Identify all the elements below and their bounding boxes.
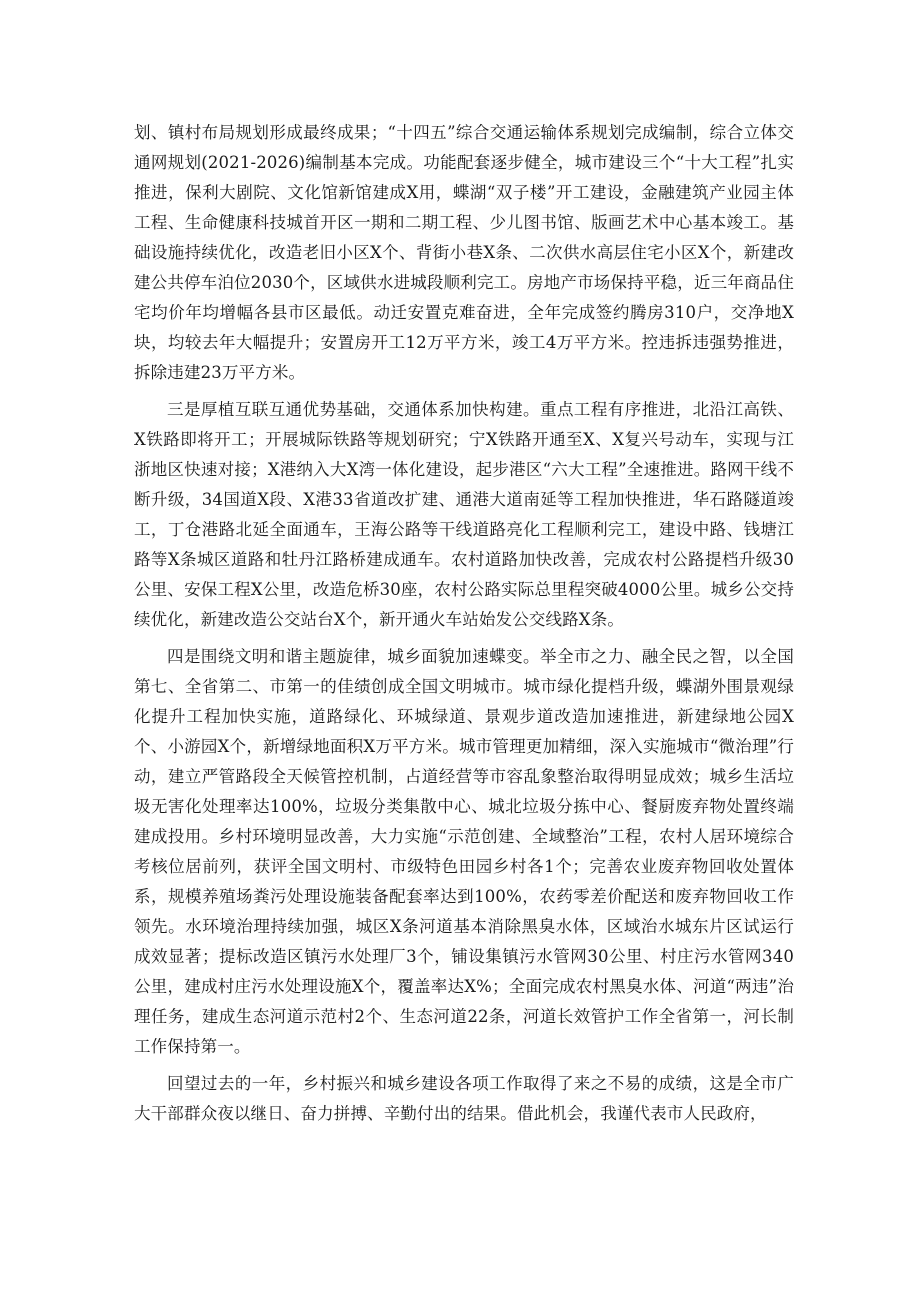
paragraph-urban-rural-appearance: 四是围绕文明和谐主题旋律，城乡面貌加速蝶变。举全市之力、融全民之智，以全国第七、全省第二、市第一的佳绩创成全国文明城市。城市绿化提档升级，蝶湖外围景观绿化提升工程加快实施，道路绿化、环城绿道、景观步道改造加速推进，新建绿地公园X个、小游园X个，新增绿地面积X万平方米。城市管理更加精细，深入实施城市“微治理”行动，建立严管路段全天候管控机制，占道经营等市容乱象整治取得明显成效；城乡生活垃圾无害化处理率达100%，垃圾分类集散中心、城北垃圾分拣中心、餐厨废弃物处置终端建成投用。乡村环境明显改善，大力实施“示范创建、全域整治”工程，农村人居环境综合考核位居前列，获评全国文明村、市级特色田园乡村各1个；完善农业废弃物回收处置体系，规模养殖场粪污处理设施装备配套率达到100%，农药零差价配送和废弃物回收工作领先。水环境治理持续加强，城区X条河道基本消除黑臭水体，区域治水城东片区试运行成效显著；提标改造区镇污水处理厂3个，铺设集镇污水管网30公里、村庄污水管网340公里，建成村庄污水处理设施X个，覆盖率达X%；全面完成农村黑臭水体、河道“两违”治理任务，建成生态河道示范村2个、生态河道22条，河道长效管护工作全省第一，河长制工作保持第一。 (134, 647, 794, 1056)
paragraph-continuation: 划、镇村布局规划形成最终成果；“十四五”综合交通运输体系规划完成编制，综合立体交通网规划(2021-2026)编制基本完成。功能配套逐步健全，城市建设三个“十大工程”扎实推进，保利大剧院、文化馆新馆建成X用，蝶湖“双子楼”开工建设，金融建筑产业园主体工程、生命健康科技城首开区一期和二期工程、少儿图书馆、版画艺术中心基本竣工。基础设施持续优化，改造老旧小区X个、背街小巷X条、二次供水高层住宅小区X个，新建改建公共停车泊位2030个，区域供水进城段顺利完工。房地产市场保持平稳，近三年商品住宅均价年均增幅各县市区最低。动迁安置克难奋进，全年完成签约腾房310户，交净地X块，均较去年大幅提升；安置房开工12万平方米，竣工4万平方米。控违拆违强势推进，拆除违建23万平方米。 (134, 123, 794, 382)
paragraph-transport-system: 三是厚植互联互通优势基础，交通体系加快构建。重点工程有序推进，北沿江高铁、X铁路即将开工；开展城际铁路等规划研究；宁X铁路开通至X、X复兴号动车，实现与江浙地区快速对接；X港纳入大X湾一体化建设，起步港区“六大工程”全速推进。路网干线不断升级，34国道X段、X港33省道改扩建、通港大道南延等工程加快推进，华石路隧道竣工，丁仓港路北延全面通车，王海公路等干线道路亮化工程顺利完工，建设中路、钱塘江路等X条城区道路和牡丹江路桥建成通车。农村道路加快改善，完成农村公路提档升级30公里、安保工程X公里，改造危桥30座，农村公路实际总里程突破4000公里。城乡公交持续优化，新建改造公交站台X个，新开通火车站始发公交线路X条。 (134, 400, 794, 629)
paragraph-review-summary: 回望过去的一年，乡村振兴和城乡建设各项工作取得了来之不易的成绩，这是全市广大干部群众夜以继日、奋力拼搏、辛勤付出的结果。借此机会，我谨代表市人民政府， (134, 1074, 794, 1123)
document-body (134, 118, 794, 1136)
